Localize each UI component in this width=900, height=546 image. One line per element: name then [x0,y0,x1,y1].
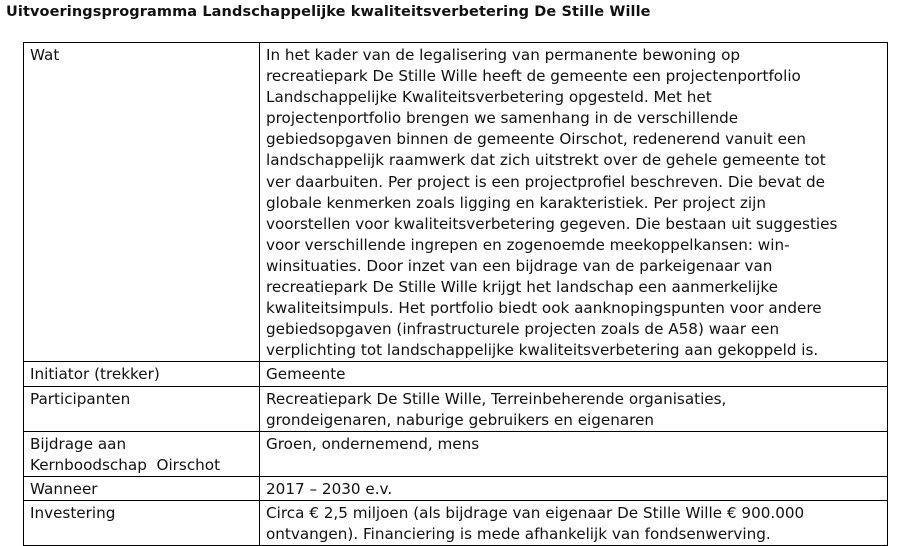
label-text: Wanneer [30,479,98,498]
text-line: gebiedsopgaven binnen de gemeente Oirschot, redenerend vanuit een [266,130,806,149]
text-line: globale kenmerken zoals ligging en karakteristiek. Per project zijn [266,193,766,212]
document-title: Uitvoeringsprogramma Landschappelijke kwaliteitsverbetering De Stille Wille [6,4,651,20]
text-line: recreatiepark De Stille Wille krijgt het landschap een aanmerkelijke [266,278,779,297]
text-line: grondeigenaren, naburige gebruikers en eigenaren [266,410,655,429]
label-text: Investering [30,503,116,522]
text-line: ontvangen). Financiering is mede afhankelijk van fondsenwerving. [266,525,771,544]
label-initiator [24,362,260,386]
text-line: voorstellen voor kwaliteitsverbetering gegeven. Die bestaan uit suggesties [266,214,838,233]
value-wat [260,43,888,362]
text-line: winsituaties. Door inzet van een bijdrage van de parkeigenaar van [266,256,773,275]
text-line: Recreatiepark De Stille Wille, Terreinbeherende organisaties, [266,389,727,408]
text-line: landschappelijk raamwerk dat zich uitstrekt over de gehele gemeente tot [266,151,826,170]
table-row-bijdrage [24,431,888,476]
label-text: Bijdrage aan [30,434,127,453]
text-line: verplichting tot landschappelijke kwaliteitsverbetering aan gekoppeld is. [266,341,819,360]
text-line: Circa € 2,5 miljoen (als bijdrage van eigenaar De Stille Wille € 900.000 [266,503,805,522]
text-line: Gemeente [266,365,346,384]
label-text: Initiator (trekker) [30,365,160,384]
table-row-investering [24,500,888,545]
label-investering [24,500,260,545]
label-text: Wat [30,46,60,64]
value-wanneer [260,476,888,500]
project-info-table [23,42,888,546]
label-bijdrage [24,431,260,476]
text-line: Groen, ondernemend, mens [266,434,480,453]
text-line: kwaliteitsimpuls. Het portfolio biedt ook aanknopingspunten voor andere [266,299,822,318]
label-text: Kernboodschap Oirschot [30,455,221,474]
value-participanten [260,386,888,431]
text-line: recreatiepark De Stille Wille heeft de gemeente een projectenportfolio [266,67,801,86]
text-line: Landschappelijke Kwaliteitsverbetering opgesteld. Met het [266,88,712,107]
label-wanneer [24,476,260,500]
table-row-initiator [24,362,888,386]
label-participanten [24,386,260,431]
text-line: ver daarbuiten. Per project is een projectprofiel beschreven. Die bevat de [266,172,826,191]
label-wat [24,43,260,362]
value-initiator [260,362,888,386]
table-row-wat [24,43,888,362]
table-row-wanneer [24,476,888,500]
table-row-participanten [24,386,888,431]
text-line: voor verschillende ingrepen en zogenoemde meekoppelkansen: win- [266,235,790,254]
value-investering [260,500,888,545]
text-line: projectenportfolio brengen we samenhang in de verschillende [266,109,739,128]
label-text: Participanten [30,389,131,408]
text-line: 2017 – 2030 e.v. [266,479,393,498]
text-line: In het kader van de legalisering van permanente bewoning op [266,46,741,64]
text-line: gebiedsopgaven (infrastructurele projecten zoals de A58) waar een [266,320,780,339]
value-bijdrage [260,431,888,476]
